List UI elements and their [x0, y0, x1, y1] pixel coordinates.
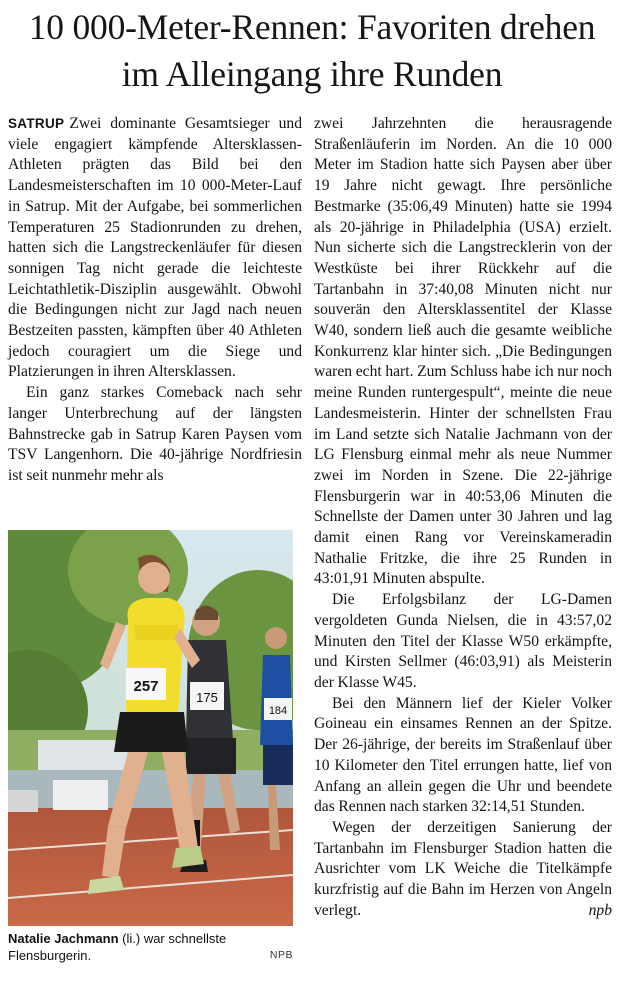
headline: 10 000-Meter-Rennen: Favoriten drehen im Alleingang ihre Runden [28, 7, 596, 94]
article-column-right [314, 114, 612, 921]
dateline: SATRUP [8, 116, 65, 131]
bib-number: 184 [268, 705, 288, 717]
article-paragraph: zwei Jahrzehnten die herausragende Straßenläuferin im Norden. An die 10 000 Meter im Stadion hatte sich Paysen aber über 19 Jahre nicht gewagt. Ihre persönliche Bestmarke (35:06,49 Minuten) hatte sie 1994 als 20-jährige in Philadelphia (USA) erzielt. Nun sicherte sich die Langstrecklerin von der Westküste bei ihrer Rückkehr auf die Tartanbahn in 37:40,08 Minuten nicht nur souverän den Altersklassentitel der Klasse W40, sondern ließ auch die gesamte weibliche Konkurrenz klar hinter sich. „Die Bedingungen waren echt hart. Zum Schluss habe ich nur noch meine Runden runtergespult“, meinte die neue Landesmeisterin. Hinter der schnellsten Frau im Land setzte sich Natalie Jachmann von der LG Flensburg einmal mehr als neue Nummer zwei im Norden in Szene. Die 22-jährige Flensburgerin war in 40:53,06 Minuten die Schnellste der Damen unter 30 Jahren und lag damit einen Rang vor Vereinskameradin Nathalie Fritzke, die ihre 25 Runden in 43:01,91 Minuten abspulte. [314, 115, 612, 588]
article-paragraph [314, 818, 612, 922]
caption-text: (li.) war schnellste Flensburgerin. [8, 931, 227, 963]
photo-credit: NPB [269, 949, 293, 961]
caption-name: Natalie Jachmann [8, 931, 119, 946]
article-paragraph: Die Erfolgsbilanz der LG-Damen vergoldeten Gunda Nielsen, die in 43:57,02 Minuten den Titel der Klasse W50 erkämpfte, und Kirsten Sellmer (46:03,91) als Meisterin der Klasse W45. [314, 591, 612, 691]
photo-caption [8, 930, 293, 964]
article-paragraph: Ein ganz starkes Comeback nach sehr langer Unterbrechung auf der längsten Bahnstrecke gab in Satrup Karen Paysen vom TSV Langenhorn. Die 40-jährige Nordfriesin ist seit nunmehr mehr als [8, 384, 302, 484]
author-signature: npb [588, 901, 612, 919]
paragraph-text: Wegen der derzeitigen Sanierung der Tartanbahn im Flensburger Stadion hatten die Ausrichter vom LK Weiche die Titelkämpfe kurzfristig auf die Bahn im Herzen von Angeln verlegt. [314, 818, 612, 919]
article-column-left [8, 114, 302, 487]
bib-number: 257 [133, 678, 159, 695]
bib-number: 175 [196, 690, 218, 705]
race-photo [8, 530, 293, 926]
article-paragraph: Bei den Männern lief der Kieler Volker Goineau ein einsames Rennen an der Spitze. Der 26-jährige, der bereits im Straßenlauf über 10 Kilometer den Titel errungen hatte, lief von Anfang an allein gegen die Uhr und beendete das Rennen nach starken 32:14,51 Stunden. [314, 694, 612, 816]
paragraph-text: Zwei dominante Gesamtsieger und viele engagiert kämpfende Altersklassen-Athleten prägten das Bild bei den Landesmeisterschaften im 10 000-Meter-Lauf in Satrup. Mit der Aufgabe, bei sommerlichen Temperaturen 25 Stadionrunden zu drehen, hatten sich die Langstreckenläufer für diesen sonnigen Tag nicht gerade die leichteste Leichtathletik-Disziplin ausgewählt. Obwohl die Bedingungen nicht zur Jagd nach neuen Bestzeiten passten, kämpften über 40 Athleten jedoch couragiert um die Siege und Platzierungen in ihren Altersklassen. [8, 115, 302, 381]
article-paragraph [8, 114, 302, 383]
